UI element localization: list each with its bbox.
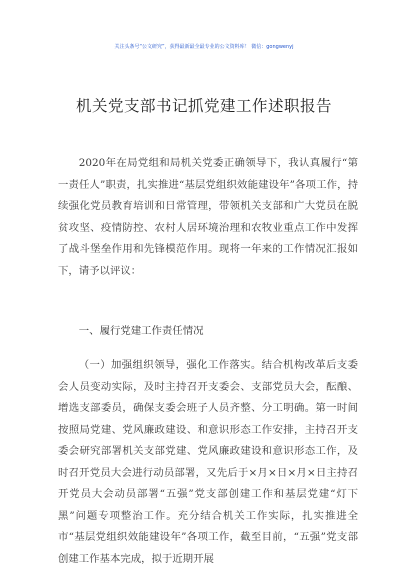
document-title: 机关党支部书记抓党建工作述职报告	[75, 97, 332, 115]
header-promo-note: 关注头条号“公文研究”，获得最新最全最专业的公文资料库！ 微信：gongwenyj	[114, 44, 294, 50]
subsection-1-heading: （一）加强组织领导，强化工作落实。	[78, 359, 262, 371]
section-heading-1: 一、履行党建工作责任情况	[78, 325, 204, 337]
subsection-1-text: 结合机构改革后支委会人员变动实际，及时主持召开支委会、支部党员大会，酝酿、增选支部委员，确保支委会班子人员齐整、分工明确。第一时间按照局党建、党风廉政建设、和意识形态工作安排，主持召开支委会研究部署机关支部党建、党风廉政建设和意识形态工作，及时召开党员大会进行动员部署，又先后于×月×日×月×日主持召开党员大会动员部署“五强”党支部创建工作和基层党建“灯下黑”问题专项整治工作。充分结合机关工作实际，扎实推进全市“基层党组织效能建设年”各项工作，截至目前，“五强”党支部创建工作基本完成，拟于近期开展	[58, 359, 359, 565]
intro-paragraph: 2020年在局党组和局机关党委正确领导下，我认真履行“第一责任人”职责，扎实推进“基层党组织效能建设年”各项工作，持续强化党员教育培训和日常管理，带领机关支部和广大党员在脱贫攻坚、疫情防控、农村人居环境治理和农牧业重点工作中发挥了战斗堡垒作用和先锋模范作用。现将一年来的工作情况汇报如下，请予以评议：	[58, 157, 358, 277]
subsection-1-paragraph	[58, 355, 358, 570]
